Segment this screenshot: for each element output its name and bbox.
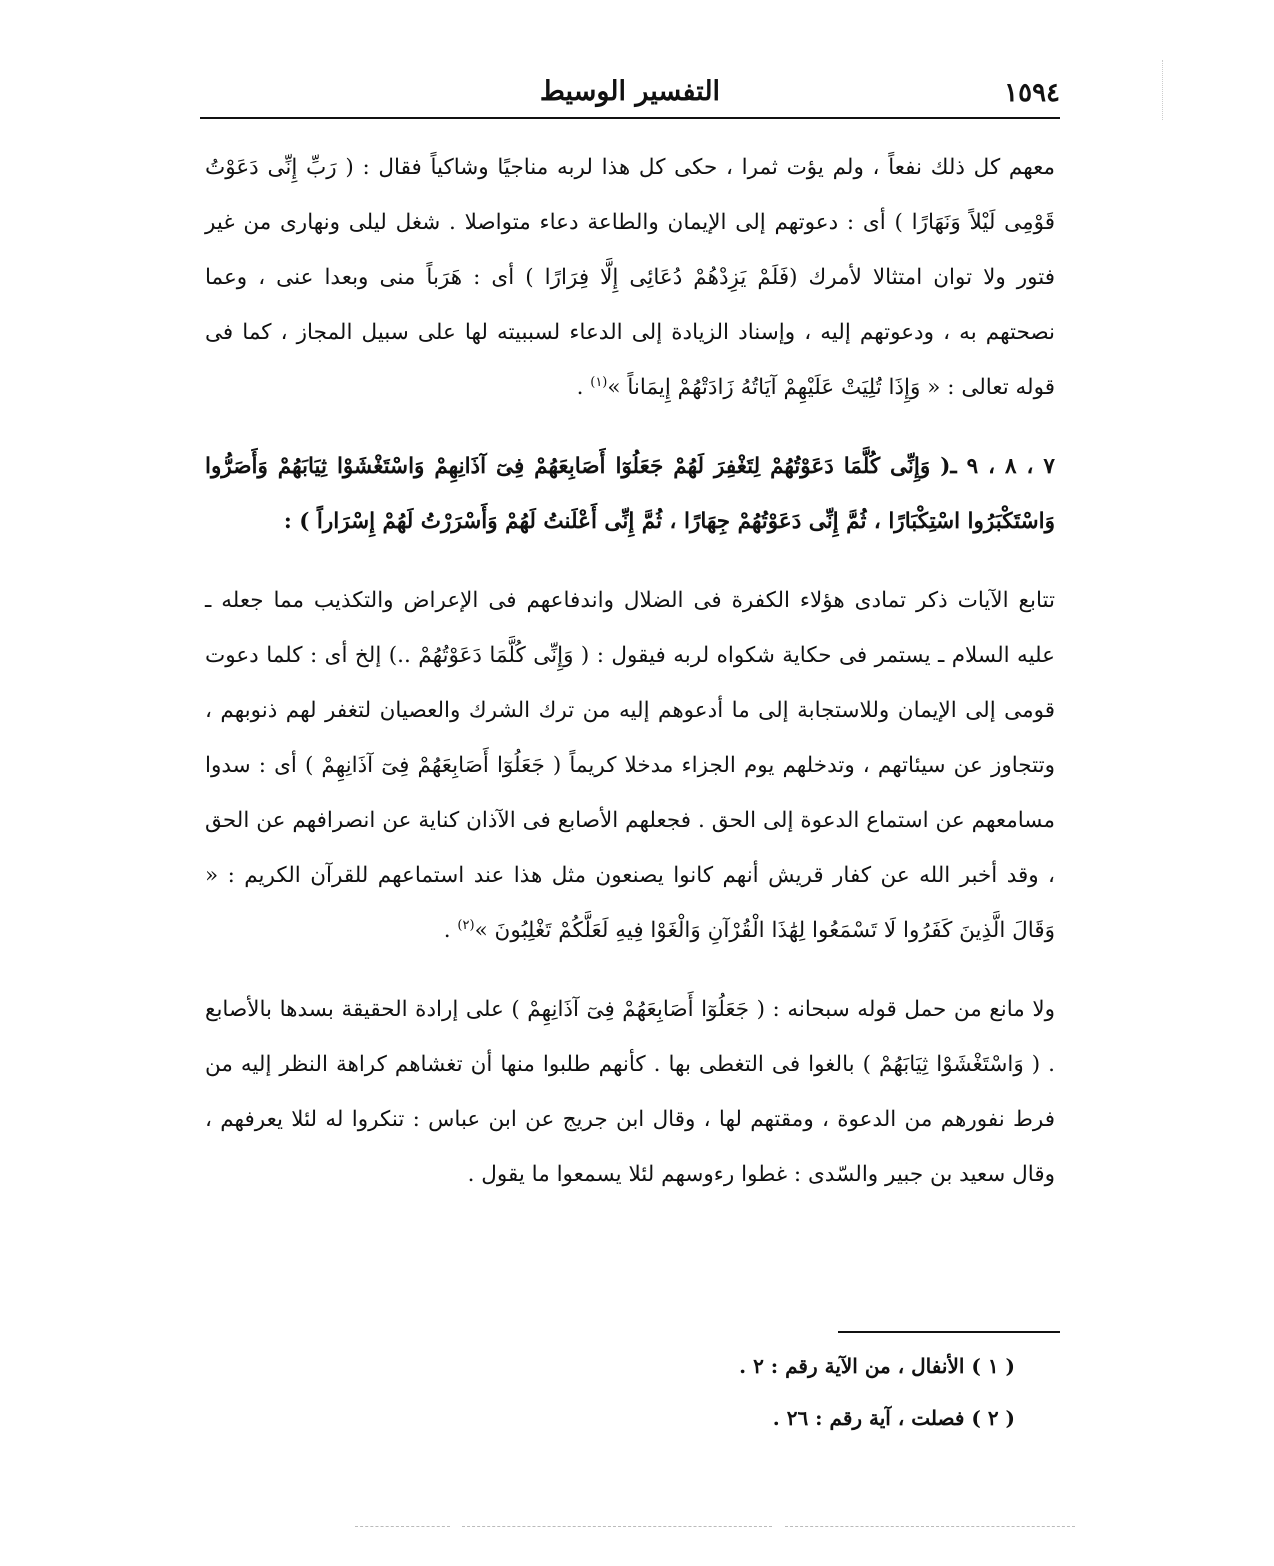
verse-text: ( وَإِنِّى كُلَّمَا دَعَوْتُهُمْ لِتَغْفِرَ لَهُمْ جَعَلُوٓا أَصَابِعَهُمْ فِىٓ آذَانِهِمْ وَاسْتَغْشَوْا ثِيَابَهُمْ وَأَصَرُّوا وَاسْتَكْبَرُوا اسْتِكْبَارًا ، ثُمَّ إِنِّى دَعَوْتُهُمْ جِهَارًا ، ثُمَّ إِنِّى أَعْلَنتُ لَهُمْ وَأَسْرَرْتُ لَهُمْ إِسْرَاراً ) :	[205, 454, 1055, 534]
paragraph-gap	[205, 958, 1055, 982]
paragraph-end: .	[576, 375, 591, 400]
paragraph-text: معهم كل ذلك نفعاً ، ولم يؤت ثمرا ، حكى كل هذا لربه مناجيًا وشاكياً فقال : ( رَبِّ إِنِّى دَعَوْتُ قَوْمِى لَيْلاً وَنَهَارًا ) أى : دعوتهم إلى الإيمان والطاعة دعاء متواصلا . شغل ليلى ونهارى من غير فتور ولا توان امتثالا لأمرك (فَلَمْ يَزِدْهُمْ دُعَائِى إِلَّا فِرَارًا ) أى : هَرَباً منى وبعدا عنى ، وعما نصحتهم به ، ودعوتهم إليه ، وإسناد الزيادة إلى الدعاء لسببيته لها على سبيل المجاز ، كما فى قوله تعالى : « وَإِذَا تُلِيَتْ عَلَيْهِمْ آيَاتُهُ زَادَتْهُمْ إِيمَاناً »	[205, 155, 1055, 400]
scan-artifact	[1162, 60, 1164, 120]
scan-artifact	[785, 1526, 1075, 1527]
paragraph-2-verse	[205, 439, 1055, 549]
paragraph-4	[205, 982, 1055, 1202]
paragraph-3	[205, 573, 1055, 958]
running-title: التفسير الوسيط	[539, 76, 721, 107]
verse-numbers: ٧ ، ٨ ، ٩ ـ	[950, 454, 1055, 479]
paragraph-text: تتابع الآيات ذكر تمادى هؤلاء الكفرة فى الضلال واندفاعهم فى الإعراض والتكذيب مما جعله ـ عليه السلام ـ يستمر فى حكاية شكواه لربه فيقول : ( وَإِنِّى كُلَّمَا دَعَوْتُهُمْ ..) إلخ أى : كلما دعوت قومى إلى الإيمان وللاستجابة إلى ما أدعوهم إليه من ترك الشرك والعصيان لتغفر لهم ذنوبهم ، وتتجاوز عن سيئاتهم ، وتدخلهم يوم الجزاء مدخلا كريماً ( جَعَلُوٓا أَصَابِعَهُمْ فِىٓ آذَانِهِمْ ) أى : سدوا مسامعهم عن استماع الدعوة إلى الحق . فجعلهم الأصابع فى الآذان كناية عن انصرافهم عن الحق ، وقد أخبر الله عن كفار قريش أنهم كانوا يصنعون مثل هذا عند استماعهم للقرآن الكريم : « وَقَالَ الَّذِينَ كَفَرُوا لَا تَسْمَعُوا لِهَٰذَا الْقُرْآنِ وَالْغَوْا فِيهِ لَعَلَّكُمْ تَغْلِبُونَ »	[205, 588, 1055, 943]
footnote-ref-1: (١)	[590, 374, 608, 390]
header-divider	[200, 117, 1060, 119]
footnote-ref-2: (٢)	[457, 917, 475, 933]
page-header	[200, 70, 1060, 116]
paragraph-end: .	[443, 918, 458, 943]
main-text	[205, 140, 1055, 1202]
footnote-divider	[838, 1331, 1060, 1333]
paragraph-text: ولا مانع من حمل قوله سبحانه : ( جَعَلُوٓا أَصَابِعَهُمْ فِىٓ آذَانِهِمْ ) على إرادة الحقيقة بسدها بالأصابع . ( وَاسْتَغْشَوْا ثِيَابَهُمْ ) بالغوا فى التغطى بها . كأنهم طلبوا منها أن تغشاهم كراهة النظر إليه من فرط نفورهم من الدعوة ، ومقتهم لها ، وقال ابن جريج عن ابن عباس : تنكروا له لئلا يعرفهم ، وقال سعيد بن جبير والسّدى : غطوا رءوسهم لئلا يسمعوا ما يقول .	[205, 997, 1055, 1187]
scan-artifact	[355, 1526, 450, 1527]
footnote-1: ( ١ ) الأنفال ، من الآية رقم : ٢ .	[739, 1354, 1015, 1378]
scan-artifact	[462, 1526, 772, 1527]
footnote-2: ( ٢ ) فصلت ، آية رقم : ٢٦ .	[772, 1406, 1015, 1430]
footnotes	[700, 1340, 1015, 1444]
paragraph-1	[205, 140, 1055, 415]
paragraph-gap	[205, 415, 1055, 439]
page-number: ١٥٩٤	[1004, 78, 1060, 108]
paragraph-gap	[205, 549, 1055, 573]
